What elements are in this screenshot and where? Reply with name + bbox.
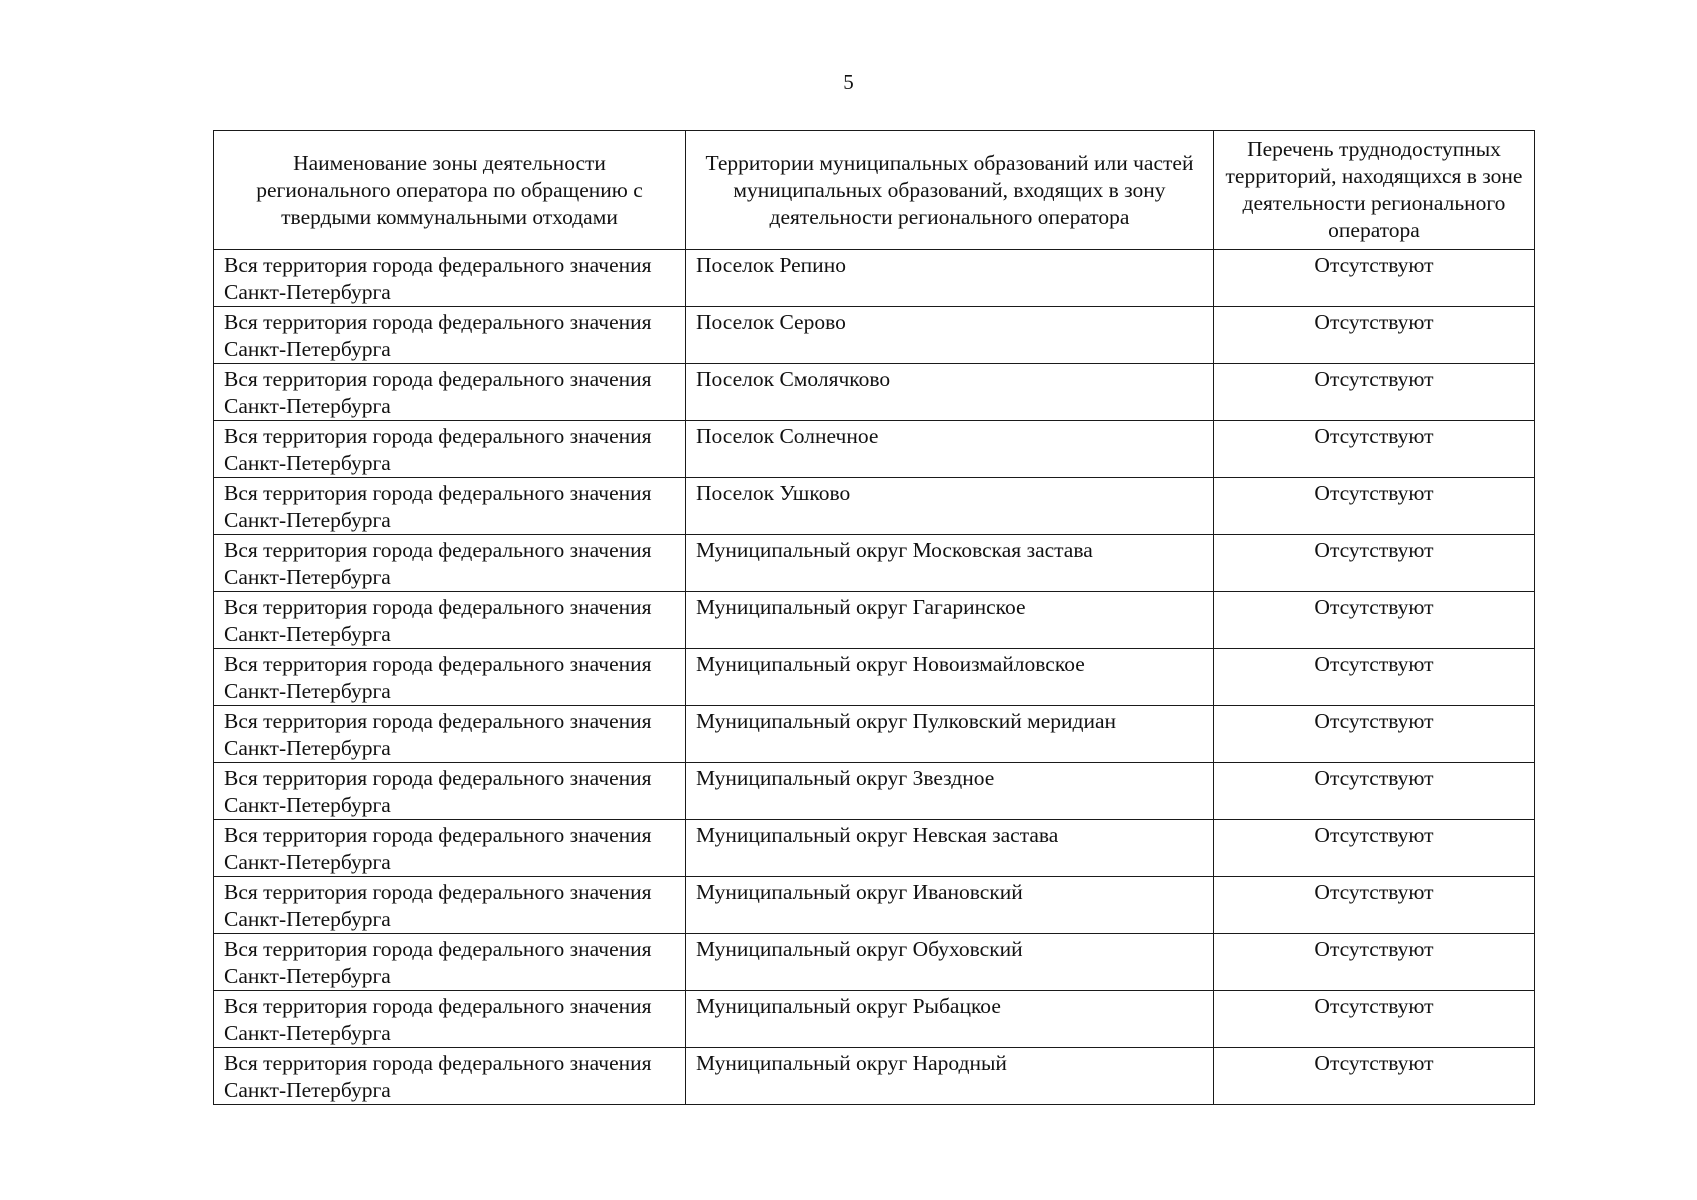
status-cell: Отсутствуют: [1214, 592, 1535, 649]
zone-cell: Вся территория города федерального значения Санкт-Петербурга: [214, 535, 686, 592]
status-cell: Отсутствуют: [1214, 706, 1535, 763]
territory-cell: Муниципальный округ Народный: [686, 1048, 1214, 1105]
status-cell: Отсутствуют: [1214, 250, 1535, 307]
territory-cell: Муниципальный округ Рыбацкое: [686, 991, 1214, 1048]
table-row: [214, 364, 1535, 421]
table-row: [214, 1048, 1535, 1105]
status-cell: Отсутствуют: [1214, 991, 1535, 1048]
status-cell: Отсутствуют: [1214, 820, 1535, 877]
status-cell: Отсутствуют: [1214, 535, 1535, 592]
table-header: [214, 131, 1535, 250]
status-cell: Отсутствуют: [1214, 1048, 1535, 1105]
header-territories: Территории муниципальных образований или частей муниципальных образований, входящих в зону деятельности регионального оператора: [686, 131, 1214, 250]
status-cell: Отсутствуют: [1214, 877, 1535, 934]
territory-cell: Поселок Ушково: [686, 478, 1214, 535]
table-row: [214, 592, 1535, 649]
territory-cell: Муниципальный округ Пулковский меридиан: [686, 706, 1214, 763]
table-row: [214, 307, 1535, 364]
status-cell: Отсутствуют: [1214, 421, 1535, 478]
zone-cell: Вся территория города федерального значения Санкт-Петербурга: [214, 877, 686, 934]
status-cell: Отсутствуют: [1214, 763, 1535, 820]
table-row: [214, 877, 1535, 934]
territory-cell: Муниципальный округ Московская застава: [686, 535, 1214, 592]
header-zone-name: Наименование зоны деятельности регионального оператора по обращению с твердыми коммунальными отходами: [214, 131, 686, 250]
zone-cell: Вся территория города федерального значения Санкт-Петербурга: [214, 763, 686, 820]
zone-cell: Вся территория города федерального значения Санкт-Петербурга: [214, 421, 686, 478]
territory-cell: Муниципальный округ Обуховский: [686, 934, 1214, 991]
table-row: [214, 991, 1535, 1048]
status-cell: Отсутствуют: [1214, 649, 1535, 706]
table-row: [214, 535, 1535, 592]
table-row: [214, 478, 1535, 535]
table-row: [214, 649, 1535, 706]
table-row: [214, 250, 1535, 307]
territory-cell: Поселок Репино: [686, 250, 1214, 307]
header-remote-territories: Перечень труднодоступных территорий, находящихся в зоне деятельности регионального оператора: [1214, 131, 1535, 250]
table-row: [214, 820, 1535, 877]
zone-cell: Вся территория города федерального значения Санкт-Петербурга: [214, 478, 686, 535]
table-row: [214, 934, 1535, 991]
status-cell: Отсутствуют: [1214, 307, 1535, 364]
territory-cell: Муниципальный округ Звездное: [686, 763, 1214, 820]
header-row: [214, 131, 1535, 250]
status-cell: Отсутствуют: [1214, 364, 1535, 421]
zone-cell: Вся территория города федерального значения Санкт-Петербурга: [214, 991, 686, 1048]
operator-zone-table: [213, 130, 1535, 1105]
territory-cell: Поселок Смолячково: [686, 364, 1214, 421]
territory-cell: Муниципальный округ Ивановский: [686, 877, 1214, 934]
table-body: [214, 250, 1535, 1105]
table-row: [214, 706, 1535, 763]
territory-cell: Муниципальный округ Новоизмайловское: [686, 649, 1214, 706]
zone-cell: Вся территория города федерального значения Санкт-Петербурга: [214, 934, 686, 991]
territory-cell: Поселок Серово: [686, 307, 1214, 364]
zone-cell: Вся территория города федерального значения Санкт-Петербурга: [214, 706, 686, 763]
zone-cell: Вся территория города федерального значения Санкт-Петербурга: [214, 592, 686, 649]
territory-cell: Муниципальный округ Невская застава: [686, 820, 1214, 877]
territory-cell: Муниципальный округ Гагаринское: [686, 592, 1214, 649]
zone-cell: Вся территория города федерального значения Санкт-Петербурга: [214, 649, 686, 706]
zone-cell: Вся территория города федерального значения Санкт-Петербурга: [214, 364, 686, 421]
status-cell: Отсутствуют: [1214, 478, 1535, 535]
zone-cell: Вся территория города федерального значения Санкт-Петербурга: [214, 1048, 686, 1105]
status-cell: Отсутствуют: [1214, 934, 1535, 991]
page-number: 5: [843, 70, 854, 94]
territory-cell: Поселок Солнечное: [686, 421, 1214, 478]
zone-cell: Вся территория города федерального значения Санкт-Петербурга: [214, 250, 686, 307]
table-row: [214, 421, 1535, 478]
zone-cell: Вся территория города федерального значения Санкт-Петербурга: [214, 307, 686, 364]
zone-cell: Вся территория города федерального значения Санкт-Петербурга: [214, 820, 686, 877]
table-row: [214, 763, 1535, 820]
